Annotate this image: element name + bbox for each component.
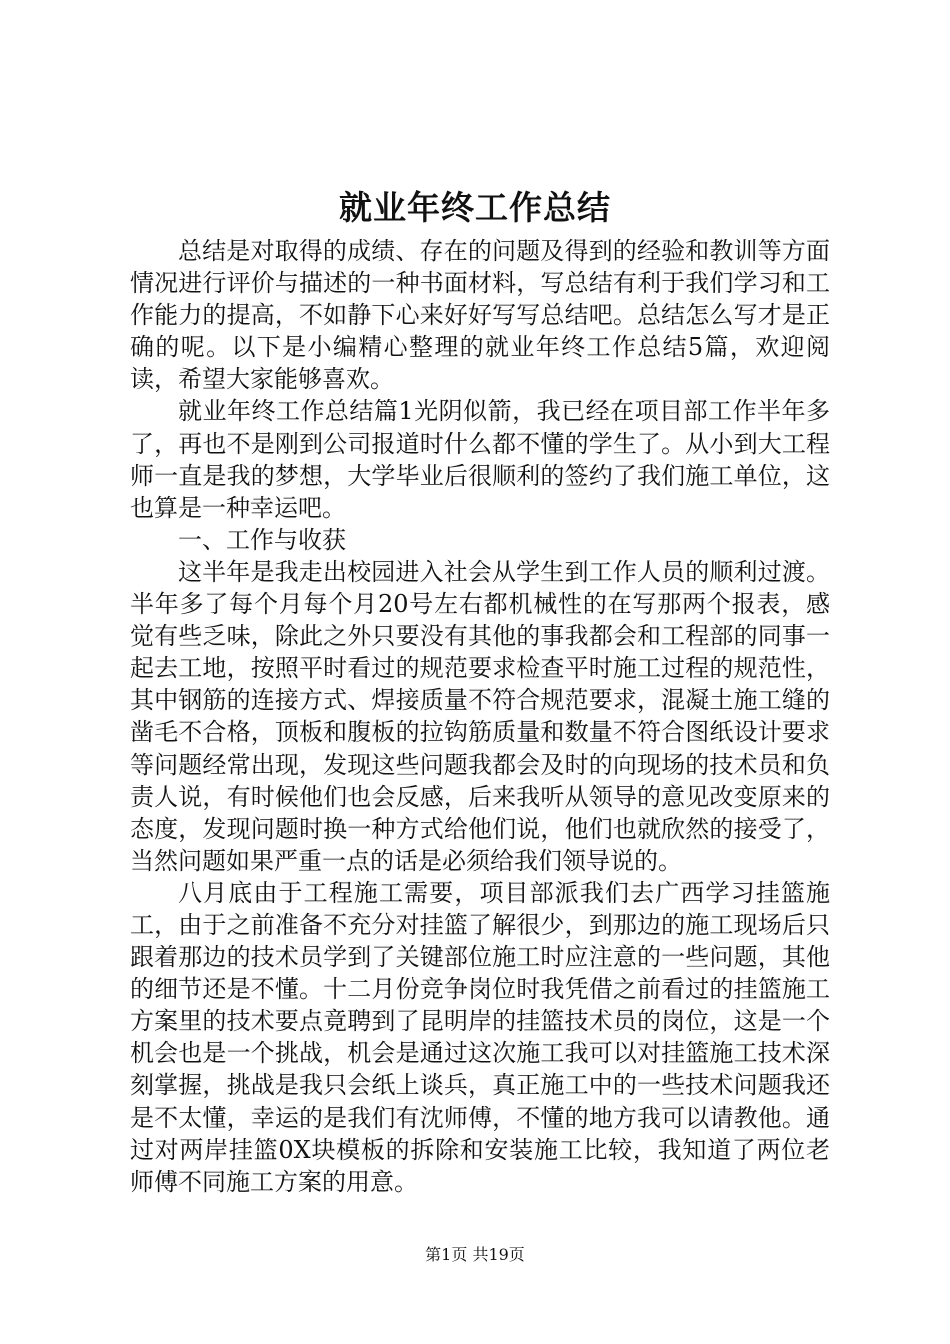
document-body xyxy=(130,235,830,1198)
paragraph-article-1-opening: 就业年终工作总结篇1光阴似箭，我已经在项目部工作半年多了，再也不是刚到公司报道时什么都不懂的学生了。从小到大工程师一直是我的梦想，大学毕业后很顺利的签约了我们施工单位，这也算是一种幸运吧。 xyxy=(130,397,830,522)
paragraph-intro: 总结是对取得的成绩、存在的问题及得到的经验和教训等方面情况进行评价与描述的一种书面材料，写总结有利于我们学习和工作能力的提高，不如静下心来好好写写总结吧。总结怎么写才是正确的呢。以下是小编精心整理的就业年终工作总结5篇，欢迎阅读，希望大家能够喜欢。 xyxy=(130,237,830,394)
page-number-footer: 第1页 共19页 xyxy=(425,1245,525,1264)
paragraph-hanging-basket-construction: 八月底由于工程施工需要，项目部派我们去广西学习挂篮施工，由于之前准备不充分对挂篮了解很少，到那边的施工现场后只跟着那边的技术员学到了关键部位施工时应注意的一些问题，其他的细节还是不懂。十二月份竞争岗位时我凭借之前看过的挂篮施工方案里的技术要点竟聘到了昆明岸的挂篮技术员的岗位，这是一个机会也是一个挑战，机会是通过这次施工我可以对挂篮施工技术深刻掌握，挑战是我只会纸上谈兵，真正施工中的一些技术问题我还是不太懂，幸运的是我们有沈师傅，不懂的地方我可以请教他。通过对两岸挂篮0X块模板的拆除和安装施工比较，我知道了两位老师傅不同施工方案的用意。 xyxy=(130,878,830,1196)
section-heading-work-and-gains: 一、工作与收获 xyxy=(178,525,346,554)
paragraph-work-experience: 这半年是我走出校园进入社会从学生到工作人员的顺利过渡。半年多了每个月每个月20号左右都机械性的在写那两个报表，感觉有些乏味，除此之外只要没有其他的事我都会和工程部的同事一起去工地，按照平时看过的规范要求检查平时施工过程的规范性，其中钢筋的连接方式、焊接质量不符合规范要求，混凝土施工缝的凿毛不合格，顶板和腹板的拉钩筋质量和数量不符合图纸设计要求等问题经常出现，发现这些问题我都会及时的向现场的技术员和负责人说，有时候他们也会反感，后来我听从领导的意见改变原来的态度，发现问题时换一种方式给他们说，他们也就欣然的接受了，当然问题如果严重一点的话是必须给我们领导说的。 xyxy=(130,557,830,875)
document-title: 就业年终工作总结 xyxy=(339,188,611,227)
